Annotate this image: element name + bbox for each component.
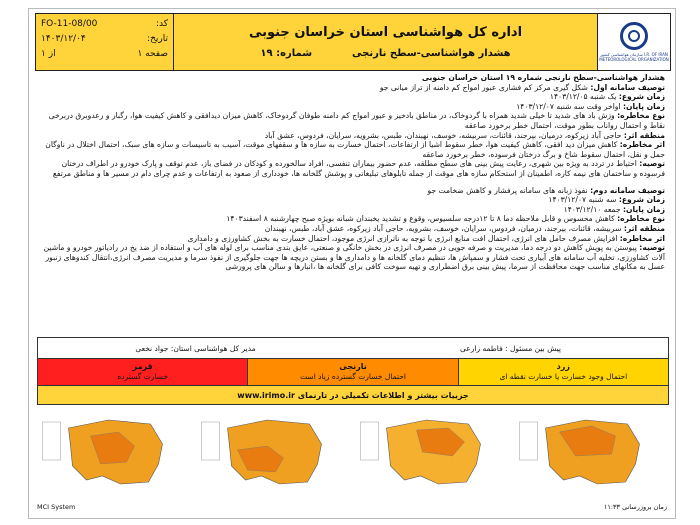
warning-heading: هشدار هواشناسی-سطح نارنجی شماره ۱۹ استان خراسان جنوبی [421, 73, 665, 82]
s1-start: یک شنبه ۱۴۰۳/۱۲/۰۵ [549, 92, 617, 102]
s1-end-label: زمان پایان: [623, 101, 665, 111]
map-icon [355, 406, 508, 490]
s2-start: سه شنبه ۱۴۰۳/۱۲/۰۷ [548, 195, 617, 205]
title-block [174, 14, 597, 70]
s1-end: اواخر وقت سه شنبه ۱۴۰۳/۱۲/۰۷ [516, 101, 621, 111]
logo-icon [620, 22, 648, 50]
warning-maps [37, 406, 667, 490]
yellow-desc: احتمال وجود خسارت یا خسارت نقطه ای [499, 372, 628, 381]
s1-desc-label: توصیف سامانه اول: [590, 82, 665, 92]
s2-type: کاهش محسوس و قابل ملاحظه دما ۸ تا ۱۲درجه سلسیوس، وقوع و تشدید یخبندان شبانه بویژه صبح چهارشنبه ۸ اسفند۱۴۰۳ [226, 214, 615, 224]
warning-body [37, 73, 665, 272]
s1-region-label: منطقه اثر: [623, 130, 665, 140]
warning-level-table [37, 337, 669, 405]
page-value: ۱ [137, 49, 143, 59]
s2-effect: افزایش مصرف حامل های انرژی، احتمال افت منابع انرژی با توجه به ناترازی انرژی موجود، احتمال خسارت به بخش کشاورزی و دامداری [187, 233, 618, 243]
s2-advice: پیوستن به پویش کاهش دو درجه دما، مدیریت و صرفه جویی در مصرف انرژی در بخش خانگی و صنعتی، عایق بندی مناسب برای لوله های آب و استفاده از ضد یخ در رادیاتور خودرو و ماشین آلات کشاورزی، تخلیه آب سامانه های آبیاری تحت فشار و سمپاش ها، تنظیم دمای گلخانه ها و دامداری ها و بستن دریچه ها جهت جلوگیری از نفوذ سرما و مدیریت مصرف انرژی،انتقال کندوهای زنبور عسل به مکانهای مناسب جهت محافظت از سرما، پیش بینی برق اضطراری و تهیه سوخت کافی برای گلخانه ها ،انبارها و سالن های پرورشی [43, 243, 665, 272]
s2-effect-label: اثر مخاطره: [619, 233, 665, 243]
forecaster: پیش بین مسئول : فاطمه زارعی [460, 343, 561, 353]
manager: مدیر کل هواشناسی استان: جواد نخعی [135, 343, 256, 353]
document-header [35, 13, 671, 71]
logo-text: سازمان هواشناسی کشور I.R. OF IRAN METEOROLOGICAL ORGANIZATION [599, 52, 669, 62]
code-label: کد: [155, 19, 168, 29]
s1-effect-label: اثر مخاطره: [619, 140, 665, 150]
red-title: قرمز [132, 362, 153, 371]
page-title: اداره کل هواشناسی استان خراسان جنوبی [248, 25, 523, 40]
map-icon [196, 406, 349, 490]
level-orange [247, 359, 457, 385]
s1-region: حاجی آباد زیرکوه، درمیان، بیرجند، قائنات، سربیشه، خوسف، نهبندان، طبس، بشرویه، سرایان، فردوس، عشق آباد [264, 130, 622, 140]
s1-type-label: نوع مخاطره: [617, 111, 665, 121]
s1-effect: کاهش میزان دید افقی، کاهش کیفیت هوا، خطر سقوط اشیا از ارتفاعات، احتمال خسارت به سازه ها و سقفهای موقت، آسیب به تاسیسات و سازه های سبک، احتمال اختلال در ناوگان حمل و نقل، احتمال سقوط شاخ و برگ درختان فرسوده، خطر برخورد صاعقه [45, 140, 665, 159]
date-value: ۱۴۰۳/۱۲/۰۴ [41, 34, 86, 44]
warning-map [37, 406, 190, 490]
map-icon [514, 406, 667, 490]
s1-desc: شکل گیری مرکز کم فشاری عبور امواج کم دامنه از تراز میانی جو [379, 82, 588, 92]
level-yellow [458, 359, 668, 385]
number-value: ۱۹ [260, 48, 273, 59]
page-label: صفحه [145, 49, 168, 59]
s2-start-label: زمان شروع: [618, 195, 665, 205]
page-of: از [48, 49, 56, 59]
number-label: شماره: [276, 48, 313, 59]
s2-region-label: منطقه اثر: [623, 223, 665, 233]
s2-desc: نفوذ زبانه های سامانه پرفشار و کاهش ضخامت جو [427, 185, 588, 195]
date-label: تاریخ: [147, 34, 168, 44]
doc-meta [36, 14, 174, 70]
orange-title: نارنجی [339, 362, 367, 371]
update-time: زمان بروزرسانی ۱۱:۳۳ [603, 503, 667, 511]
red-desc: خسارت گسترده [117, 372, 168, 381]
s2-desc-label: توصیف سامانه دوم: [590, 185, 665, 195]
more-info-link[interactable]: جزییات بیشتر و اطلاعات تکمیلی در تارنمای www.irimo.ir [38, 386, 668, 404]
s2-advice-label: توصیه: [639, 243, 665, 253]
s2-end: جمعه ۱۴۰۳/۱۲/۱۰ [563, 204, 621, 214]
s2-end-label: زمان پایان: [623, 204, 665, 214]
s2-region: سربیشه، قائنات، بیرجند، درمیان، فردوس، سرایان، خوسف، بشرویه، حاجی آباد زیرکوه، عشق آباد، طبس، نهبندان [264, 223, 622, 233]
orange-desc: احتمال خسارت گسترده زیاد است [300, 372, 406, 381]
s1-type: وزش باد های شدید تا خیلی شدید همراه با گردوخاک، در مناطق بادخیز و عبور امواج کم دامنه طوفان گردوخاک، کاهش میزان دیدافقی و کاهش کیفیت هوا، رگبار و رعدوبرق دربرخی نقاط و احتمال رواناب بطور موقت، احتمال خطر برخورد صاعقه [48, 111, 665, 130]
yellow-title: زرد [556, 362, 570, 371]
org-logo [597, 14, 670, 70]
page-total: ۱ [41, 49, 46, 59]
system-name: MCI System [37, 503, 76, 511]
map-icon [37, 406, 190, 490]
document-footer [37, 501, 667, 513]
s1-advice-label: توصیه: [639, 159, 665, 169]
warning-map [355, 406, 508, 490]
code-value: FO-11-08/00 [41, 19, 98, 29]
warning-document [28, 8, 676, 519]
level-red [38, 359, 247, 385]
s2-type-label: نوع مخاطره: [617, 214, 665, 224]
s1-advice: احتیاط در تردد به ویژه بین شهری، رعایت پیش بینی های سطح مطلقه، عدم حضور بیماران تنفسی، افراد سالخورده و کودکان در فضای باز، عدم توقف و پارک خودرو در اطراف درختان فرسوده و ساختمان های نیمه کاره، اطمینان از استحکام سازه های موقت از جمله تابلوهای تبلیغاتی و پوشش گلخانه ها، خودداری از صعود به ارتفاعات و عدم چرای دام در مسیر ها و مناطق مرتفع [52, 159, 665, 178]
warning-map [196, 406, 349, 490]
s1-start-label: زمان شروع: [618, 92, 665, 102]
subtitle: هشدار هواشناسی-سطح نارنجی [352, 48, 511, 59]
warning-map [514, 406, 667, 490]
